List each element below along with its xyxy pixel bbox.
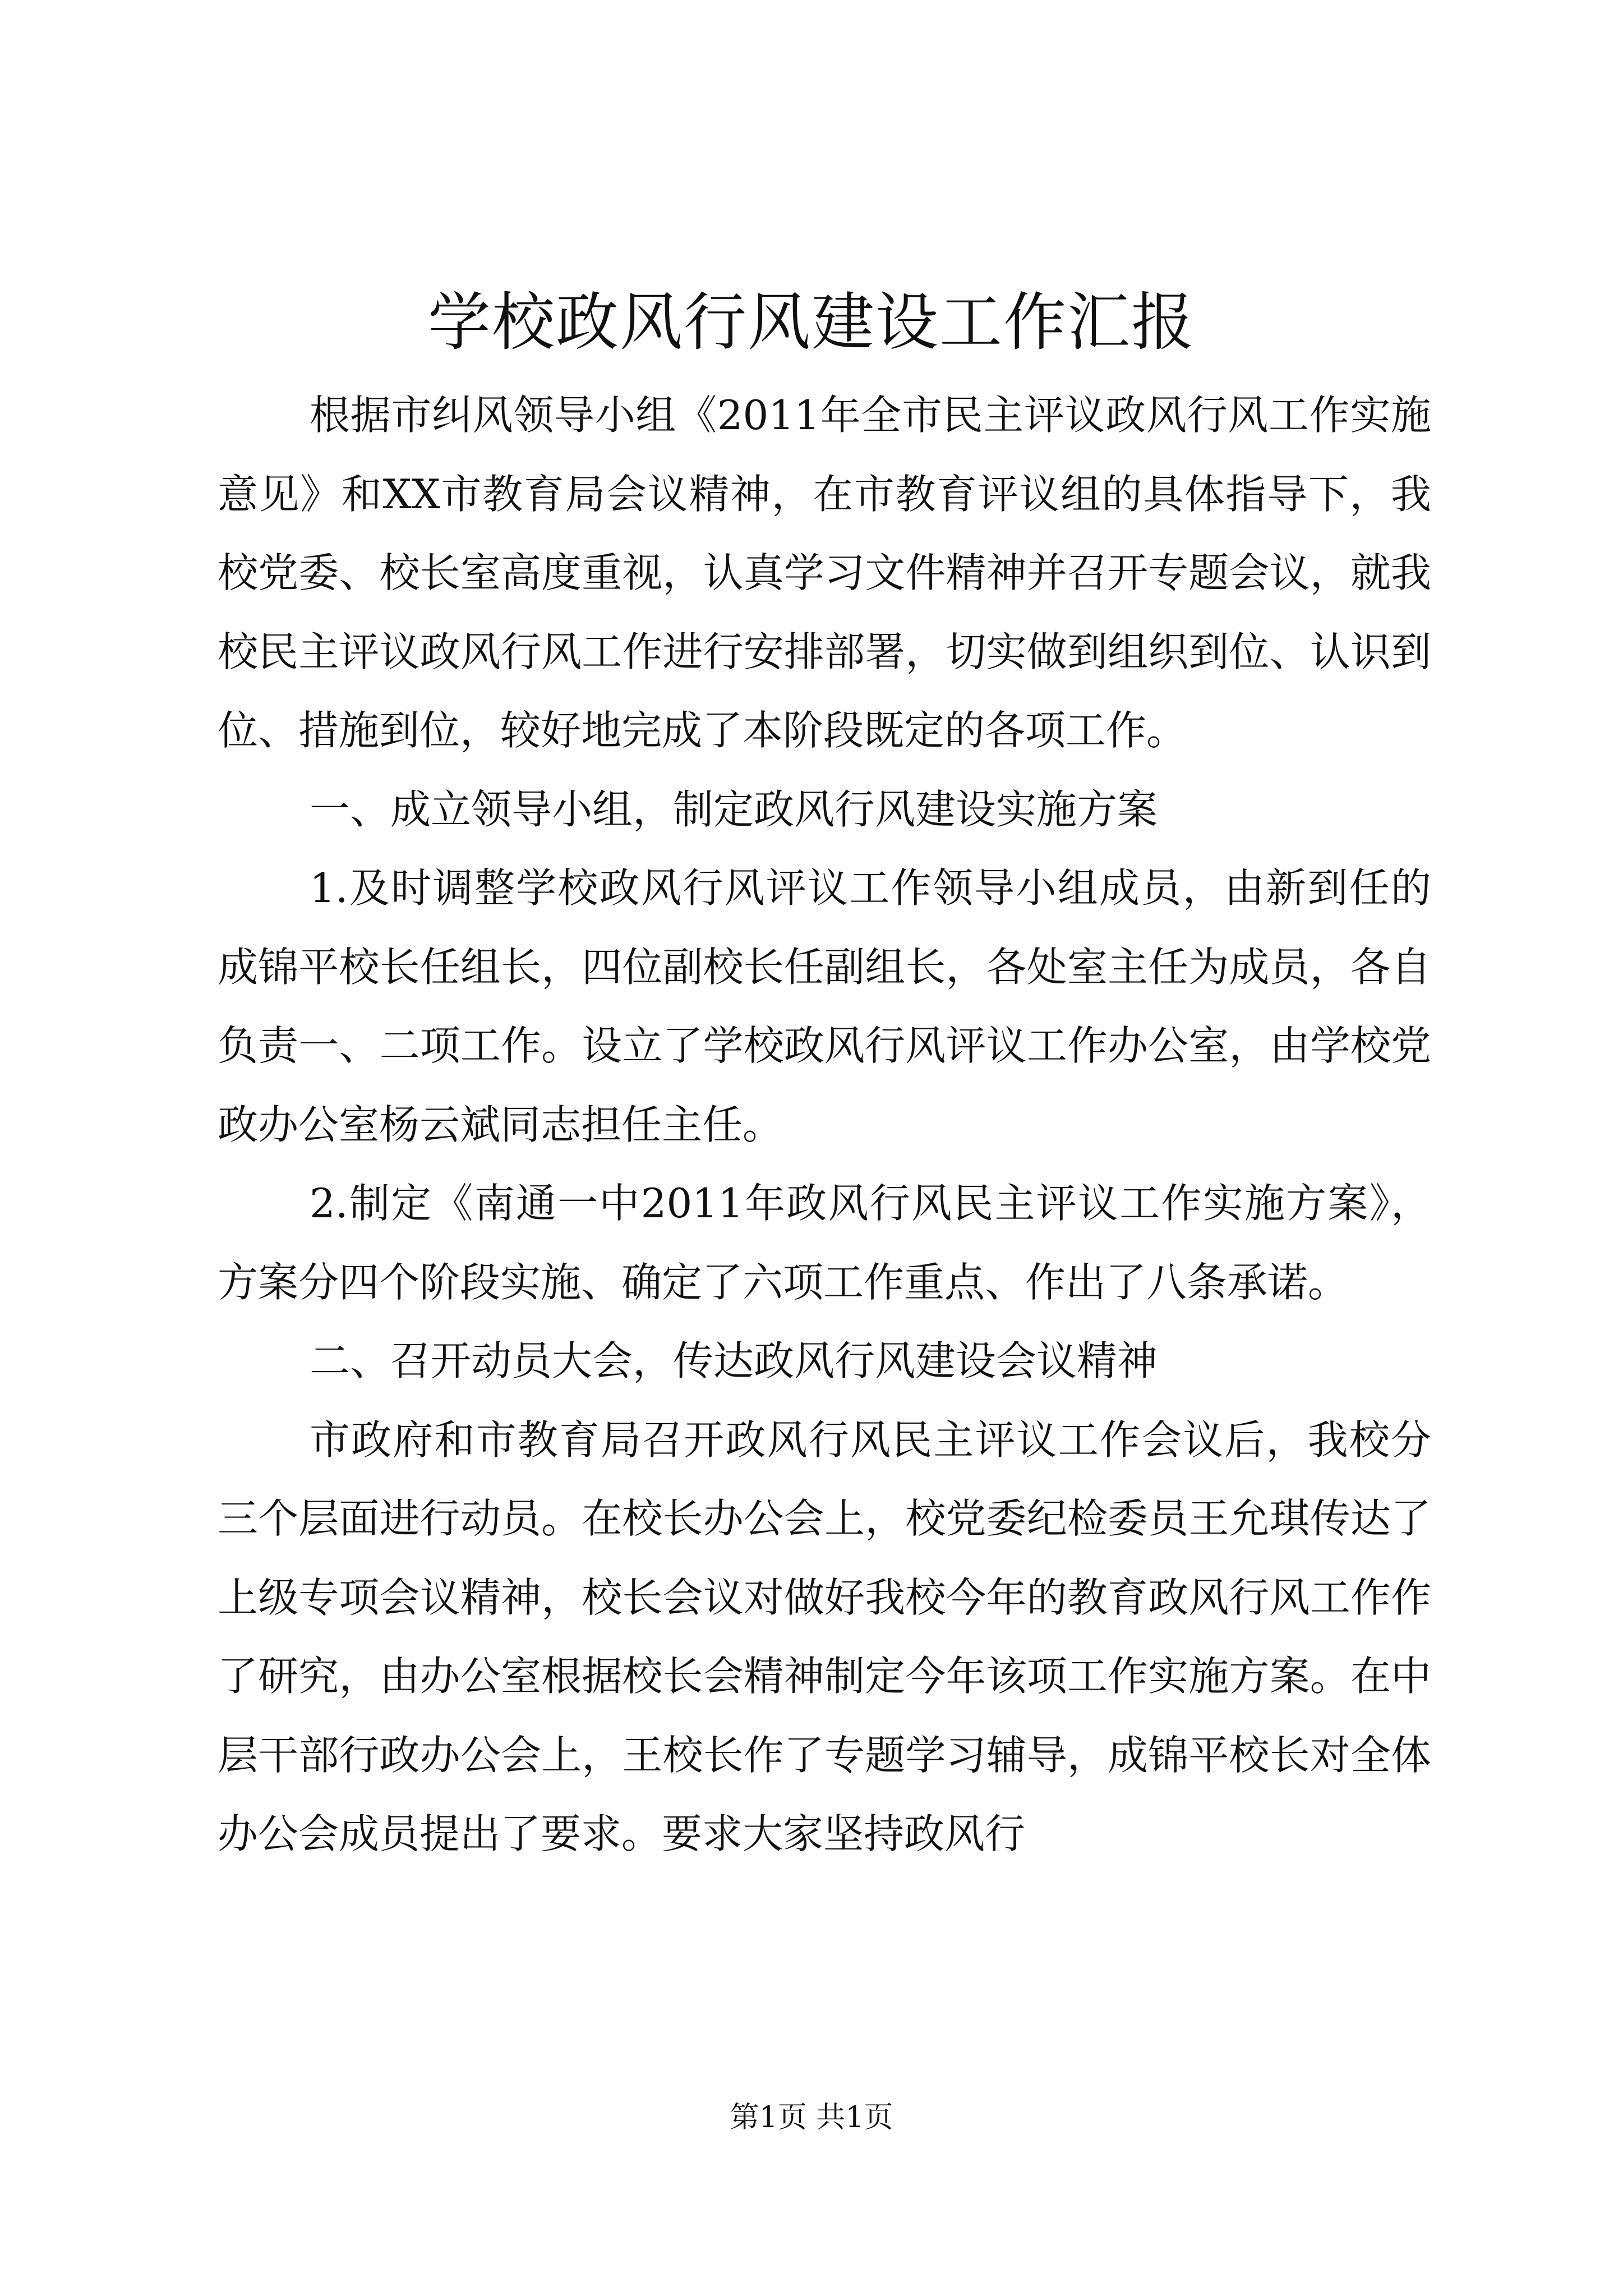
page-number-footer: 第1页 共1页 — [730, 2101, 893, 2134]
document-body — [218, 376, 1431, 1874]
document-title: 学校政风行风建设工作汇报 — [428, 286, 1195, 359]
section-heading-1: 一、成立领导小组，制定政风行风建设实施方案 — [310, 785, 1158, 833]
paragraph-item-1: 1.及时调整学校政风行风评议工作领导小组成员，由新到任的成锦平校长任组长，四位副校长任副组长，各处室主任为成员，各自负责一、二项工作。设立了学校政风行风评议工作办公室，由学校党政办公室杨云斌同志担任主任。 — [218, 864, 1431, 1148]
paragraph-section-2: 市政府和市教育局召开政风行风民主评议工作会议后，我校分三个层面进行动员。在校长办公会上，校党委纪检委员王允琪传达了上级专项会议精神，校长会议对做好我校今年的教育政风行风工作作了研究，由办公室根据校长会精神制定今年该项工作实施方案。在中层干部行政办公会上，王校长作了专题学习辅导，成锦平校长对全体办公会成员提出了要求。要求大家坚持政风行 — [218, 1416, 1431, 1857]
section-heading-2: 二、召开动员大会，传达政风行风建设会议精神 — [310, 1337, 1158, 1384]
paragraph-item-2: 2.制定《南通一中2011年政风行风民主评议工作实施方案》，方案分四个阶段实施、确定了六项工作重点、作出了八条承诺。 — [218, 1180, 1431, 1306]
paragraph-intro: 根据市纠风领导小组《2011年全市民主评议政风行风工作实施意见》和XX市教育局会议精神，在市教育评议组的具体指导下，我校党委、校长室高度重视，认真学习文件精神并召开专题会议，就我校民主评议政风行风工作进行安排部署，切实做到组织到位、认识到位、措施到位，较好地完成了本阶段既定的各项工作。 — [218, 392, 1431, 754]
